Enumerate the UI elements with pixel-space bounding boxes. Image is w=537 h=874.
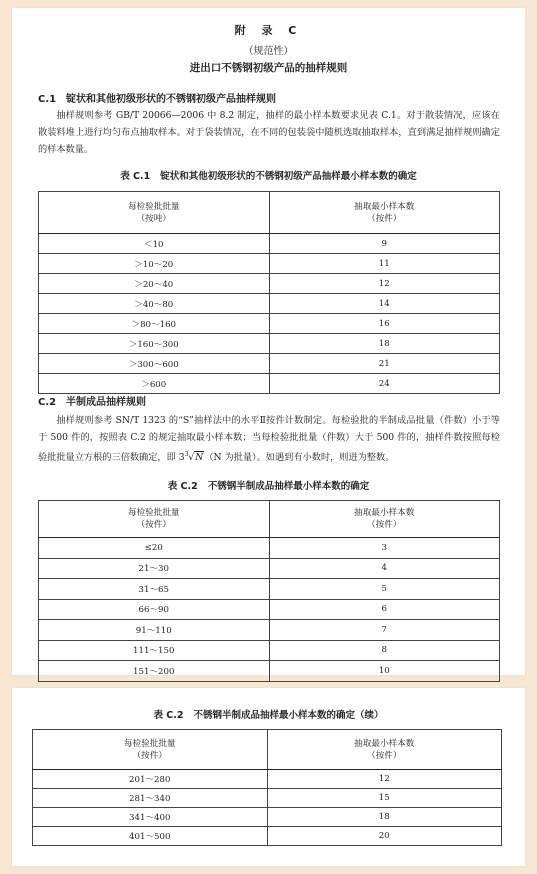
column-header-sample [267,730,502,770]
column-header-batch [39,192,270,234]
sample-count-cell: 14 [269,294,500,314]
table-row [33,827,502,846]
sample-count-cell: 18 [267,808,502,827]
column-header-batch [33,730,268,770]
table-row [39,254,500,274]
document-page-1 [12,8,525,675]
batch-size-cell: 281～340 [33,789,268,808]
paragraph-text: （N 为批量）。如遇到有小数时，则进为整数。 [204,452,395,464]
root-sign: √ [188,452,195,464]
batch-size-cell: ＞10～20 [39,254,270,274]
sample-count-cell: 10 [269,661,500,682]
header-unit: （按件） [367,750,402,761]
header-line: 抽取最小样本数 [354,201,415,212]
header-unit: （按件） [367,213,402,224]
batch-size-cell: 401～500 [33,827,268,846]
batch-size-cell: ＞600 [39,374,270,394]
table-row [39,538,500,559]
table-c1-caption [12,168,525,182]
header-unit: （按件） [367,520,402,530]
section-c2-paragraph [38,412,500,466]
section-c2-heading [38,393,146,408]
table-c2-caption [12,478,525,492]
batch-size-cell: ＞300～600 [39,354,270,374]
sample-count-cell: 7 [269,620,500,641]
sample-count-cell: 12 [267,770,502,789]
sample-count-cell: 15 [267,789,502,808]
column-header-sample [269,501,500,538]
table-row [33,770,502,789]
section-number: C.1 [38,94,57,105]
sample-count-cell: 11 [269,254,500,274]
table-c2-continued [32,729,502,846]
caption-number: 表 C.2 [167,481,198,492]
sample-count-cell: 4 [269,558,500,579]
caption-text: 锭状和其他初级形状的不锈钢初级产品抽样最小样本数的确定 [160,171,417,182]
column-header-batch [39,501,270,538]
paragraph-text: 抽样规则参考 SN/T 1323 的“S”抽样法中的水平Ⅱ按件计数制定。每检验批的半制成品批量（件数）小于等于 500 件的，按照表 C.2 的规定抽取最小样本数；当每检验批批量（件数）大于 500 件的，抽样件数按照每检验批批量立方根的三倍数确定，即 3 [38,415,500,464]
header-unit: （按吨） [136,213,171,224]
caption-text: 不锈钢半制成品抽样最小样本数的确定（续） [193,710,384,721]
batch-size-cell: 66～90 [39,599,270,620]
header-line: 抽取最小样本数 [354,738,415,749]
sample-count-cell: 18 [269,334,500,354]
table-row [39,274,500,294]
table-row [39,374,500,394]
table-row [39,599,500,620]
table-row [33,808,502,827]
batch-size-cell: 21～30 [39,558,270,579]
header-line: 每检验批批量 [123,738,176,749]
header-unit: （按件） [136,520,171,530]
caption-number: 表 C.2 [153,710,184,721]
header-unit: （按件） [132,750,167,761]
table-c1 [38,191,500,394]
sample-count-cell: 9 [269,234,500,254]
section-c1-heading [38,90,276,105]
table-row [39,620,500,641]
table-row [39,661,500,682]
header-line: 每检验批批量 [127,201,180,212]
section-title: 半制成品抽样规则 [66,397,146,408]
caption-number: 表 C.1 [120,171,151,182]
table-c2-cont-caption [12,707,525,721]
sample-count-cell: 12 [269,274,500,294]
sample-count-cell: 5 [269,579,500,600]
table-row [39,234,500,254]
annex-type: （规范性） [243,46,294,57]
table-row [39,314,500,334]
table-row [39,354,500,374]
annex-label: 附 录 C [234,24,303,37]
root-variable: N [195,452,204,464]
table-c2 [38,500,500,682]
sample-count-cell: 24 [269,374,500,394]
table-row [39,294,500,314]
sample-count-cell: 3 [269,538,500,559]
section-c1-paragraph: 抽样规则参考 GB/T 20066—2006 中 8.2 制定，抽样的最小样本数要求见表 C.1。对于散装情况，应该在散装料堆上进行均匀布点抽取样本。对于袋装情况，在不同的包装袋中随机选取抽取样本，直到满足抽样规则确定的样本数量。 [38,110,500,155]
batch-size-cell: ＜10 [39,234,270,254]
document-page-2 [12,688,525,866]
batch-size-cell: ＞20～40 [39,274,270,294]
batch-size-cell: ＞40～80 [39,294,270,314]
sample-count-cell: 16 [269,314,500,334]
batch-size-cell: 341～400 [33,808,268,827]
table-row [39,334,500,354]
batch-size-cell: 151～200 [39,661,270,682]
header-line: 每检验批批量 [127,508,180,518]
caption-text: 不锈钢半制成品抽样最小样本数的确定 [207,481,370,492]
section-title: 锭状和其他初级形状的不锈钢初级产品抽样规则 [66,94,276,105]
header-line: 抽取最小样本数 [354,508,415,518]
table-row [33,789,502,808]
column-header-sample [269,192,500,234]
sample-count-cell: 20 [267,827,502,846]
section-number: C.2 [38,397,57,408]
table-row [39,579,500,600]
batch-size-cell: 111～150 [39,640,270,661]
batch-size-cell: ＞160～300 [39,334,270,354]
table-row [39,640,500,661]
batch-size-cell: 91～110 [39,620,270,641]
sample-count-cell: 21 [269,354,500,374]
sample-count-cell: 8 [269,640,500,661]
sample-count-cell: 6 [269,599,500,620]
root-index: 3 [184,451,189,458]
batch-size-cell: 201～280 [33,770,268,789]
batch-size-cell: 31～65 [39,579,270,600]
batch-size-cell: ＞80～160 [39,314,270,334]
table-row [39,558,500,579]
batch-size-cell: ≤20 [39,538,270,559]
annex-title: 进出口不锈钢初级产品的抽样规则 [189,62,348,74]
